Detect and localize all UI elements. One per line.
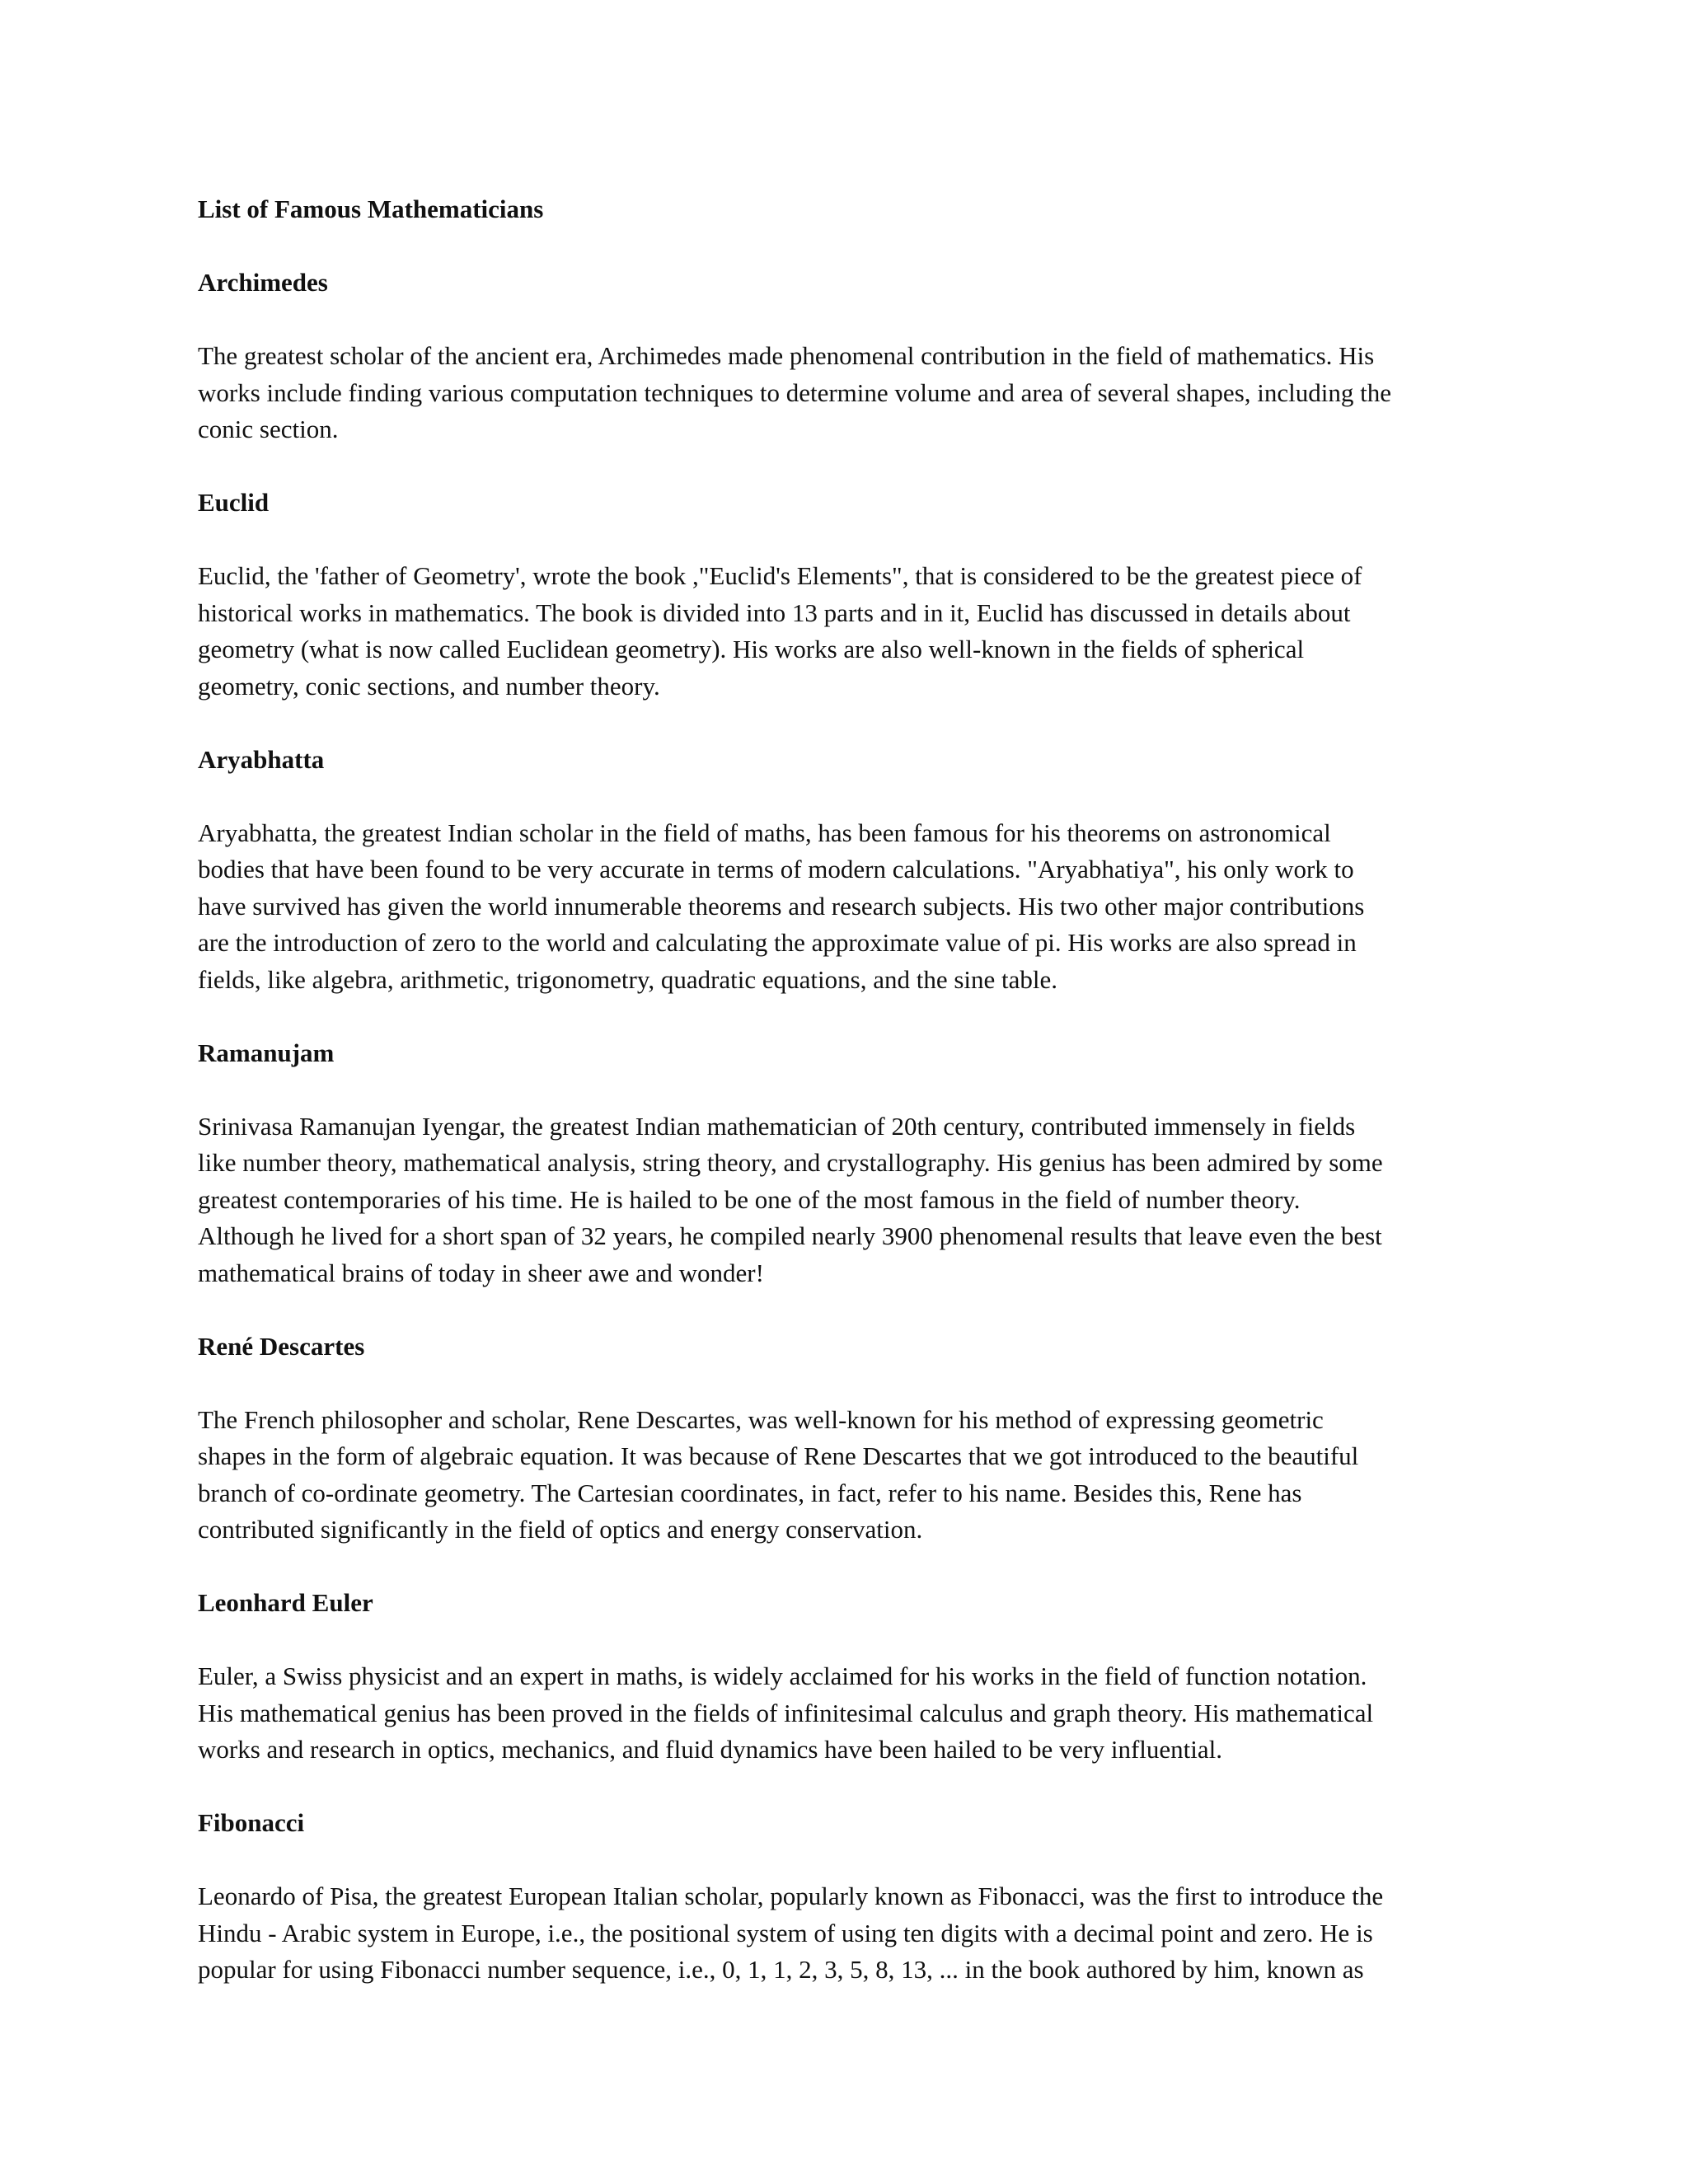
body-line: are the introduction of zero to the world and calculating the approximate value of pi. His works are also spread in <box>198 928 1357 957</box>
body-line: The French philosopher and scholar, Rene Descartes, was well-known for his method of expressing geometric <box>198 1404 1324 1434</box>
section-body-archimedes <box>198 338 1500 448</box>
body-line: branch of co-ordinate geometry. The Cartesian coordinates, in fact, refer to his name. Besides this, Rene has <box>198 1478 1302 1507</box>
body-line: works include finding various computation techniques to determine volume and area of several shapes, including the <box>198 377 1391 407</box>
body-line: geometry, conic sections, and number theory. <box>198 671 660 701</box>
section-body-aryabhatta <box>198 815 1500 999</box>
section-heading-fibonacci: Fibonacci <box>198 1808 305 1837</box>
body-line: Leonardo of Pisa, the greatest European Italian scholar, popularly known as Fibonacci, was the first to introduce the <box>198 1882 1384 1910</box>
section-body-euclid <box>198 558 1500 705</box>
section-body-descartes <box>198 1402 1500 1549</box>
section-body-fibonacci <box>198 1878 1500 1989</box>
body-line: conic section. <box>198 415 339 443</box>
body-line: Euclid, the 'father of Geometry', wrote the book ,"Euclid's Elements", that is considered to be the greatest piece of <box>198 561 1362 590</box>
section-heading-aryabhatta: Aryabhatta <box>198 744 325 774</box>
body-line: popular for using Fibonacci number sequence, i.e., 0, 1, 1, 2, 3, 5, 8, 13, ... in the book authored by him, known as <box>198 1955 1364 1984</box>
body-line: bodies that have been found to be very accurate in terms of modern calculations. "Aryabhatiya", his only work to <box>198 855 1354 883</box>
body-line: Srinivasa Ramanujan Iyengar, the greatest Indian mathematician of 20th century, contributed immensely in fields <box>198 1111 1356 1141</box>
section-heading-archimedes: Archimedes <box>198 268 328 297</box>
body-line: works and research in optics, mechanics, and fluid dynamics have been hailed to be very influential. <box>198 1735 1223 1764</box>
document-body <box>198 191 1500 2025</box>
section-body-ramanujam <box>198 1108 1500 1292</box>
body-line: like number theory, mathematical analysis, string theory, and crystallography. His genius has been admired by some <box>198 1148 1383 1177</box>
section-heading-ramanujam: Ramanujam <box>198 1038 335 1067</box>
body-line: His mathematical genius has been proved in the fields of infinitesimal calculus and graph theory. His mathematical <box>198 1698 1374 1727</box>
section-body-euler <box>198 1658 1500 1769</box>
body-line: fields, like algebra, arithmetic, trigonometry, quadratic equations, and the sine table. <box>198 964 1058 994</box>
body-line: Although he lived for a short span of 32 years, he compiled nearly 3900 phenomenal results that leave even the best <box>198 1221 1382 1250</box>
body-line: Hindu - Arabic system in Europe, i.e., the positional system of using ten digits with a decimal point and zero. He is <box>198 1918 1373 1947</box>
section-heading-descartes: René Descartes <box>198 1331 365 1361</box>
section-heading-euclid: Euclid <box>198 488 270 517</box>
body-line: The greatest scholar of the ancient era, Archimedes made phenomenal contribution in the field of mathematics. His <box>198 341 1375 370</box>
body-line: have survived has given the world innumerable theorems and research subjects. His two other major contributions <box>198 891 1365 921</box>
body-line: Euler, a Swiss physicist and an expert in maths, is widely acclaimed for his works in the field of function notation. <box>198 1661 1367 1690</box>
document-title: List of Famous Mathematicians <box>198 194 544 223</box>
body-line: mathematical brains of today in sheer awe and wonder! <box>198 1258 764 1287</box>
section-heading-euler: Leonhard Euler <box>198 1588 373 1617</box>
body-line: greatest contemporaries of his time. He is hailed to be one of the most famous in the field of number theory. <box>198 1184 1301 1214</box>
body-line: shapes in the form of algebraic equation. It was because of Rene Descartes that we got introduced to the beautiful <box>198 1441 1359 1470</box>
body-line: geometry (what is now called Euclidean geometry). His works are also well-known in the fields of spherical <box>198 635 1305 663</box>
body-line: Aryabhatta, the greatest Indian scholar in the field of maths, has been famous for his theorems on astronomical <box>198 818 1331 847</box>
body-line: contributed significantly in the field of optics and energy conservation. <box>198 1515 923 1544</box>
body-line: historical works in mathematics. The book is divided into 13 parts and in it, Euclid has discussed in details about <box>198 598 1351 627</box>
